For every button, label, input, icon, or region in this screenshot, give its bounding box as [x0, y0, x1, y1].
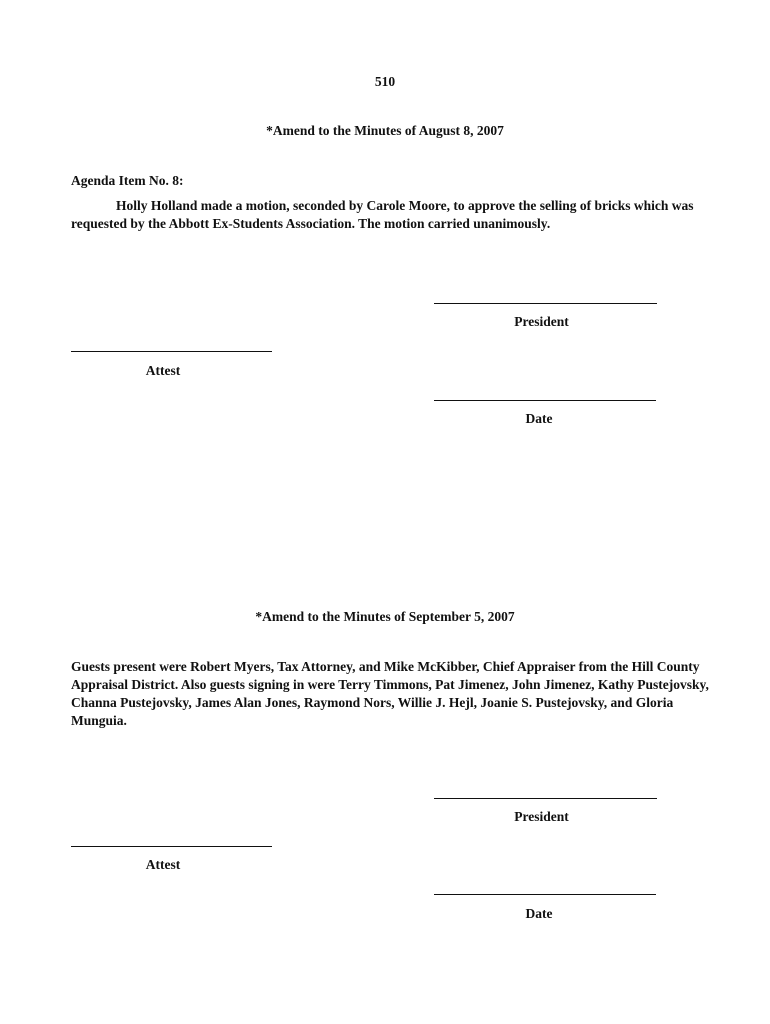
- agenda-item-label: Agenda Item No. 8:: [71, 173, 184, 188]
- president-signature-line: [434, 798, 657, 799]
- guests-paragraph: Guests present were Robert Myers, Tax Attorney, and Mike McKibber, Chief Appraiser from the Hill County Appraisal District. Also guests signing in were Terry Timmons, Pat Jimenez, John Jimenez, Kathy Pustejovsky, Channa Pustejovsky, James Alan Jones, Raymond Nors, Willie J. Hejl, Joanie S. Pustejovsky, and Gloria Munguia.: [71, 659, 709, 728]
- page-number: 510: [374, 74, 396, 89]
- president-label: President: [514, 314, 569, 329]
- attest-signature-line: [71, 351, 272, 352]
- amendment-heading-september: *Amend to the Minutes of September 5, 2007: [255, 609, 515, 624]
- motion-paragraph: [71, 197, 711, 233]
- amendment-heading-august: *Amend to the Minutes of August 8, 2007: [266, 123, 504, 138]
- president-label: President: [514, 809, 569, 824]
- date-signature-line: [434, 894, 656, 895]
- attest-label: Attest: [145, 857, 181, 872]
- date-label: Date: [525, 906, 553, 921]
- president-signature-line: [434, 303, 657, 304]
- date-label: Date: [525, 411, 553, 426]
- motion-text: Holly Holland made a motion, seconded by Carole Moore, to approve the selling of bricks which was requested by the Abbott Ex-Students Association. The motion carried unanimously.: [71, 198, 694, 231]
- attest-signature-line: [71, 846, 272, 847]
- date-signature-line: [434, 400, 656, 401]
- attest-label: Attest: [145, 363, 181, 378]
